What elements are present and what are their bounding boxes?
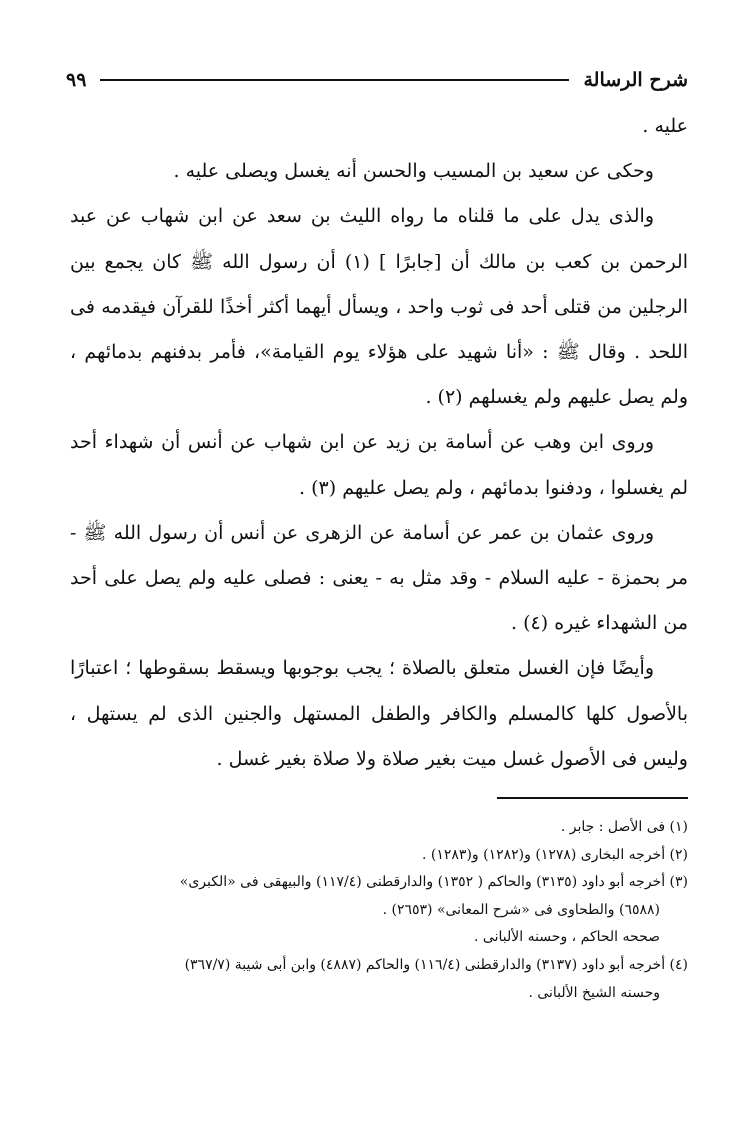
footnote-continuation: صححه الحاكم ، وحسنه الألبانى . — [474, 929, 660, 946]
footnote-separator — [497, 797, 688, 799]
main-text — [70, 104, 688, 782]
paragraph: عليه . — [642, 115, 688, 137]
paragraph: والذى يدل على ما قلناه ما رواه الليث بن سعد عن ابن شهاب عن عبد الرحمن بن كعب بن مالك أن [جابرًا ] (١) أن رسول الله ﷺ كان يجمع بين الرجلين من قتلى أحد فى ثوب واحد ، ويسأل أيهما أكثر أخذًا للقرآن فيقدمه فى اللحد . وقال ﷺ : «أنا شهيد على هؤلاء يوم القيامة»، فأمر بدفنهم بدمائهم ، ولم يصل عليهم ولم يغسلهم (٢) . — [70, 205, 688, 409]
footnote: (٤) أخرجه أبو داود (٣١٣٧) والدارقطنى (١١٦/٤) والحاكم (٤٨٨٧) وابن أبى شيبة (٣٦٧/٧) — [184, 956, 688, 973]
running-title: شرح الرسالة — [583, 69, 688, 91]
footnote: (٢) أخرجه البخارى (١٢٧٨) و(١٢٨٢) و(١٢٨٣) . — [422, 846, 688, 863]
footnote: (١) فى الأصل : جابر . — [560, 819, 688, 835]
footnote-continuation: وحسنه الشيخ الألبانى . — [528, 984, 660, 1001]
paragraph: وروى ابن وهب عن أسامة بن زيد عن ابن شهاب عن أنس أن شهداء أحد لم يغسلوا ، ودفنوا بدمائهم ، ولم يصل عليهم (٣) . — [70, 431, 688, 499]
paragraph: وحكى عن سعيد بن المسيب والحسن أنه يغسل ويصلى عليه . — [173, 160, 654, 183]
running-header — [66, 64, 688, 96]
footnote-continuation: (٦٥٨٨) والطحاوى فى «شرح المعانى» (٢٦٥٣) . — [382, 901, 660, 918]
paragraph: وأيضًا فإن الغسل متعلق بالصلاة ؛ يجب بوجوبها ويسقط بسقوطها ؛ اعتبارًا بالأصول كلها كالمسلم والكافر والطفل المستهل والجنين الذى لم يستهل ، وليس فى الأصول غسل ميت بغير صلاة ولا صلاة بغير غسل . — [70, 657, 688, 770]
page-number: ٩٩ — [66, 69, 87, 91]
paragraph: وروى عثمان بن عمر عن أسامة عن الزهرى عن أنس أن رسول الله ﷺ - مر بحمزة - عليه السلام - وقد مثل به - يعنى : فصلى عليه ولم يصل على أحد من الشهداء غيره (٤) . — [70, 521, 688, 635]
footnote: (٣) أخرجه أبو داود (٣١٣٥) والحاكم ( ١٣٥٢) والدارقطنى (١١٧/٤) والبيهقى فى «الكبرى» — [179, 874, 688, 891]
footnotes — [70, 814, 688, 1007]
header-rule — [100, 79, 569, 81]
